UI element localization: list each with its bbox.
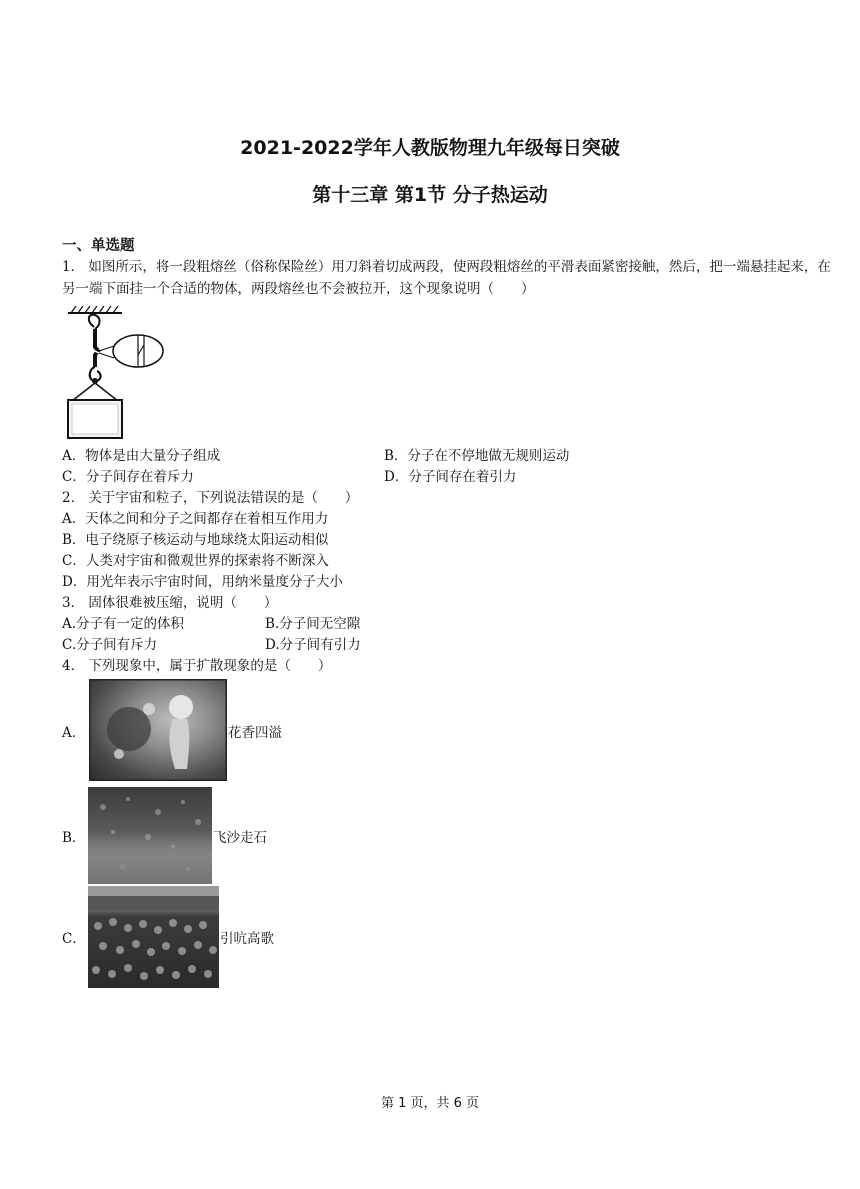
question-4-option-c-letter: C． <box>62 931 86 947</box>
question-4-option-a-letter: A． <box>62 725 86 741</box>
flower-fragrance-photo <box>89 679 227 781</box>
question-3-option-c: C.分子间有斥力 <box>62 637 158 653</box>
question-3-stem: 3． 固体很难被压缩，说明（ ） <box>62 595 278 611</box>
question-4-option-b-caption: 飞沙走石 <box>213 830 267 846</box>
question-4-option-c-caption: 引吭高歌 <box>220 931 274 947</box>
document-subtitle: 第十三章 第1节 分子热运动 <box>312 184 548 206</box>
question-4-option-b-letter: B． <box>62 830 86 846</box>
question-2-option-a: A．天体之间和分子之间都存在着相互作用力 <box>62 511 329 527</box>
question-3-option-d: D.分子间有引力 <box>265 637 361 653</box>
question-1-stem: 1． 如图所示，将一段粗熔丝（俗称保险丝）用刀斜着切成两段，使两段粗熔丝的平滑表面紧密接触，然后，把一端悬挂起来，在另一端下面挂一个合适的物体，两段熔丝也不会被拉开，这个现象说明（ ） <box>62 259 831 297</box>
question-1-option-a: A．物体是由大量分子组成 <box>62 448 221 464</box>
question-1-option-b: B．分子在不停地做无规则运动 <box>384 448 570 464</box>
flying-sand-photo <box>88 787 212 884</box>
question-3-option-a: A.分子有一定的体积 <box>62 616 185 632</box>
question-2-option-c: C．人类对宇宙和微观世界的探索将不断深入 <box>62 553 329 569</box>
question-4-stem: 4． 下列现象中，属于扩散现象的是（ ） <box>62 658 332 674</box>
page-footer: 第 1 页，共 6 页 <box>380 1096 480 1111</box>
question-1-option-c: C．分子间存在着斥力 <box>62 469 194 485</box>
question-2-stem: 2． 关于宇宙和粒子，下列说法错误的是（ ） <box>62 490 359 506</box>
question-1-option-d: D．分子间存在着引力 <box>384 469 517 485</box>
question-4-option-a-caption: 花香四溢 <box>228 725 282 741</box>
document-title: 2021-2022学年人教版物理九年级每日突破 <box>240 137 620 159</box>
question-3-option-b: B.分子间无空隙 <box>265 616 361 632</box>
fuse-wire-figure <box>62 303 172 441</box>
crowd-singing-photo <box>88 886 219 988</box>
question-2-option-b: B．电子绕原子核运动与地球绕太阳运动相似 <box>62 532 329 548</box>
section-heading: 一、单选题 <box>62 238 135 254</box>
question-2-option-d: D．用光年表示宇宙时间，用纳米量度分子大小 <box>62 574 343 590</box>
